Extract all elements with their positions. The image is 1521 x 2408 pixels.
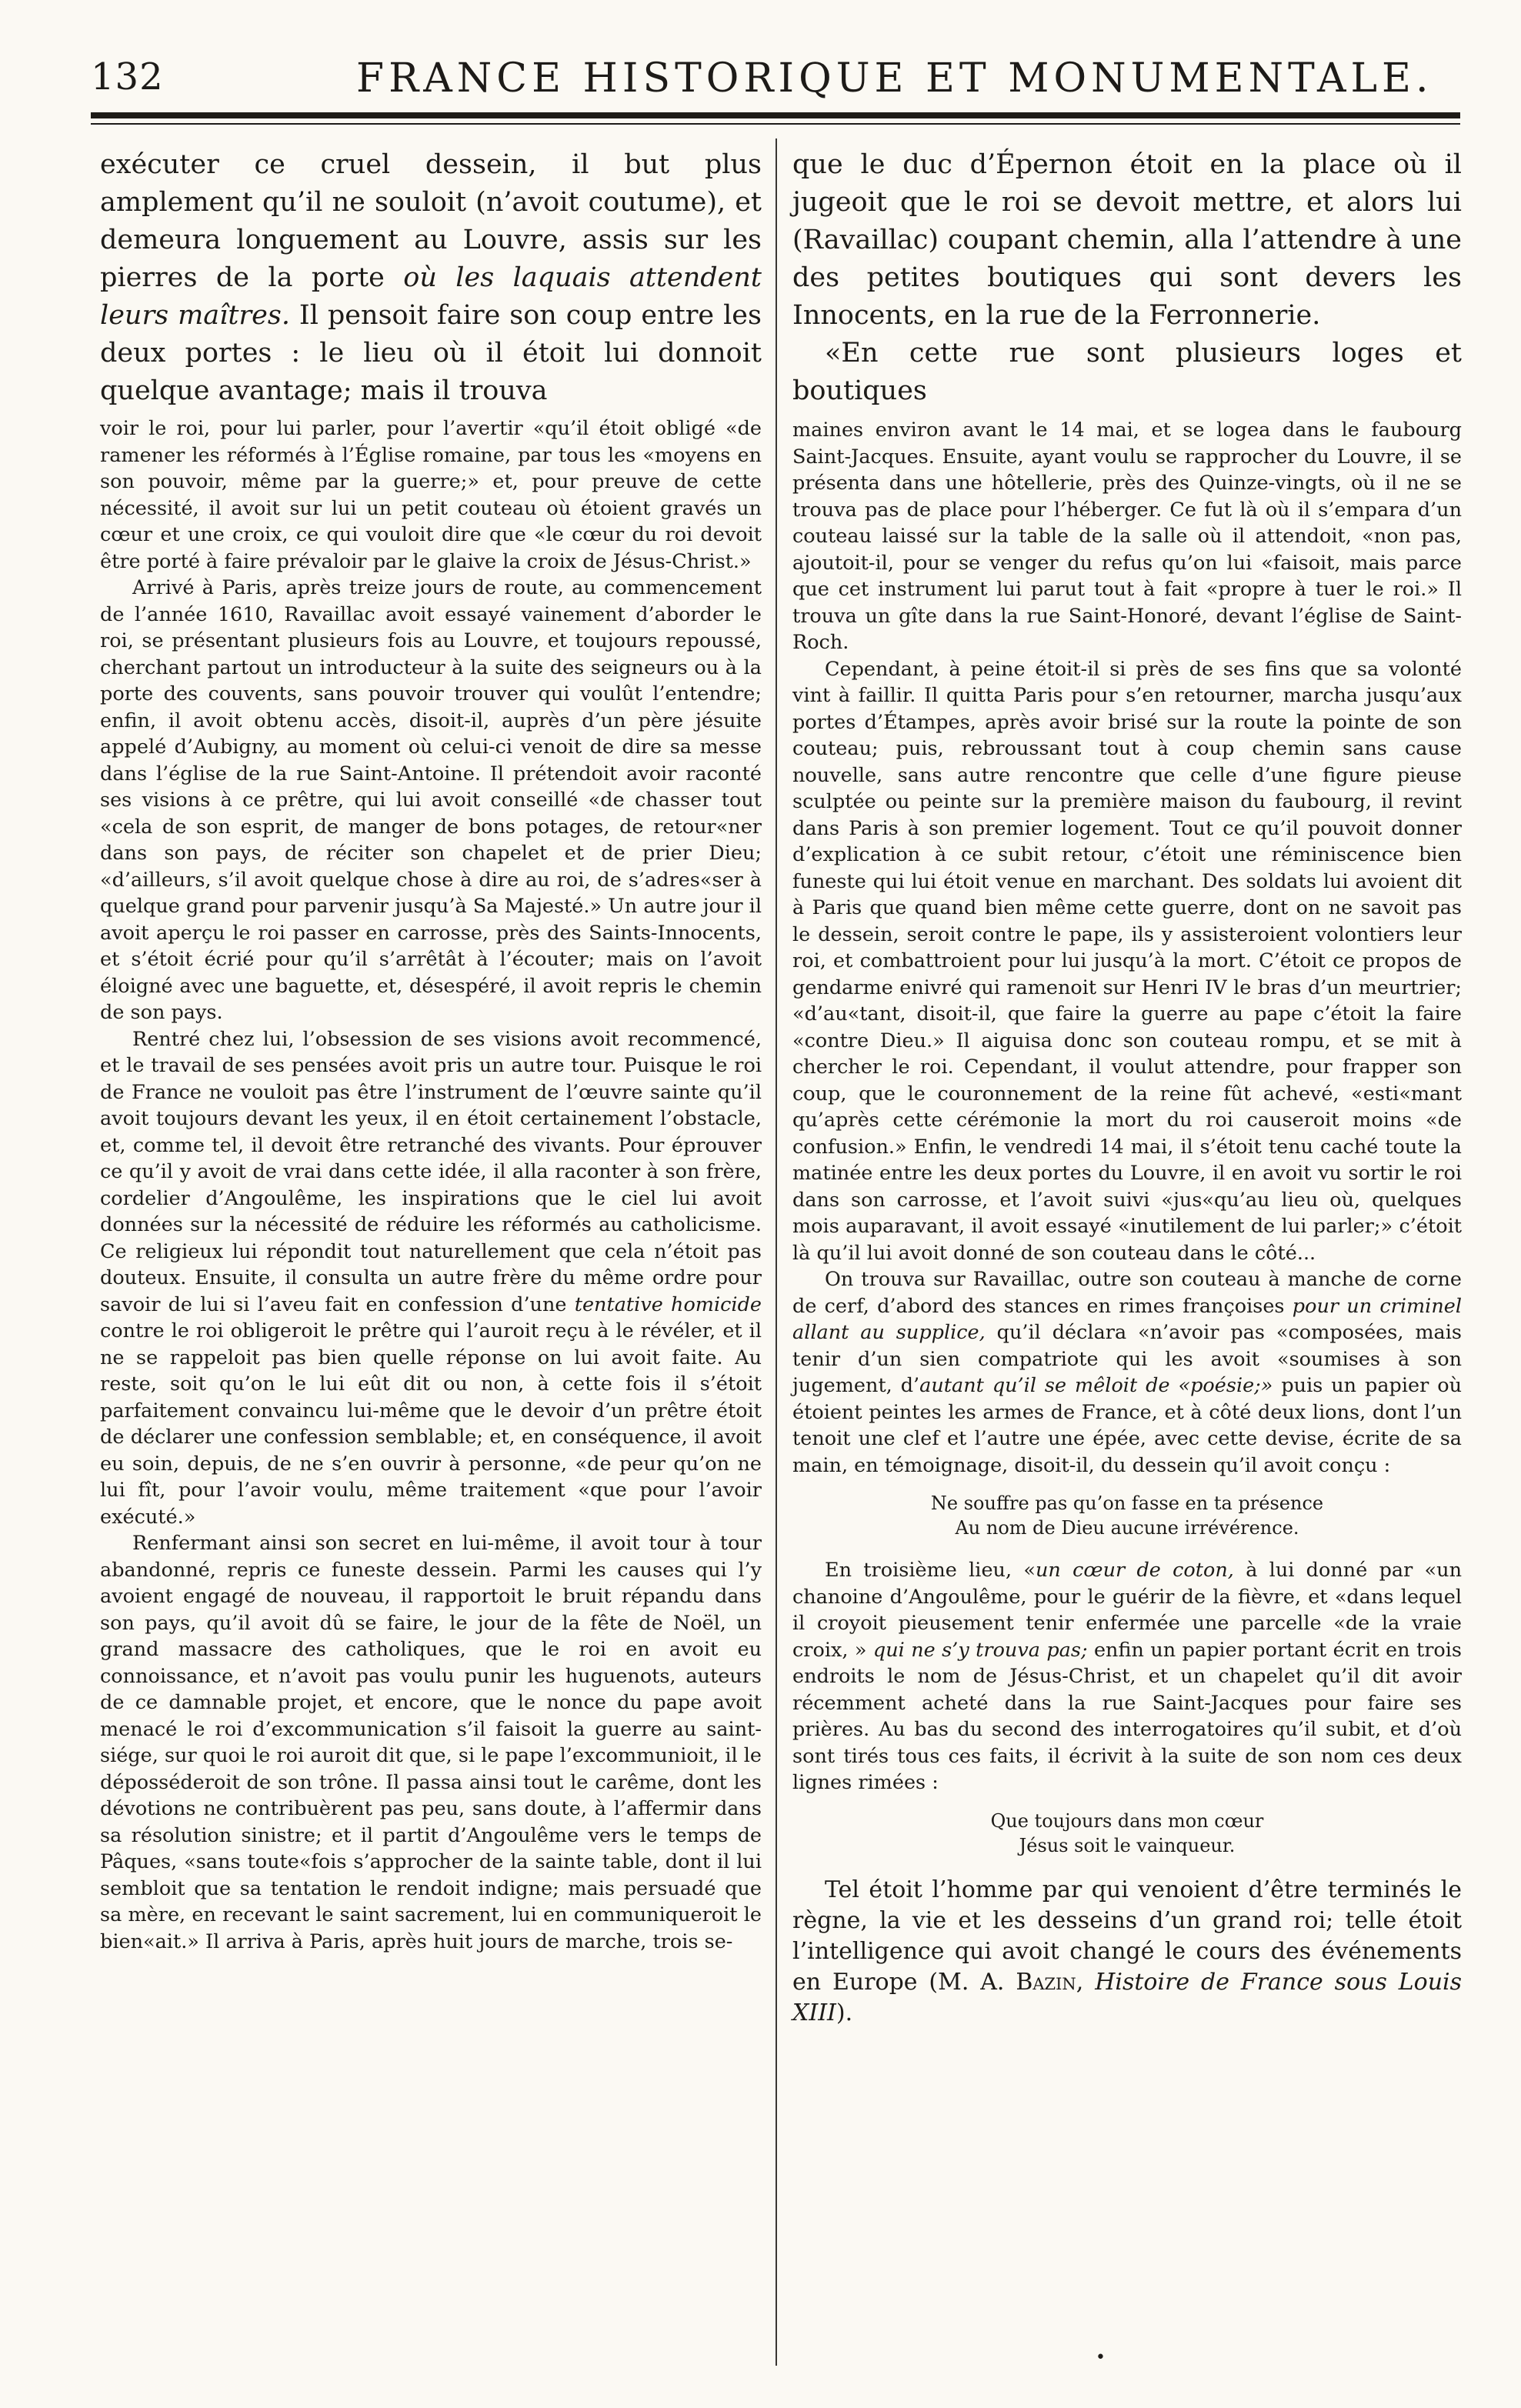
right-paragraph-4-text-c: à lui donné par «un chanoine d’Angoulême, pour le guérir de la fièvre, et «dans lequel il croyoit pieusement tenir enfermée une parcelle «de la vraie croix, » xyxy=(792,1559,1463,1662)
header-rule-thick xyxy=(91,112,1460,118)
verse-1 xyxy=(792,1491,1462,1540)
left-paragraph-2: Arrivé à Paris, après treize jours de route, au commencement de l’année 1610, Ravaillac avoit essayé vainement d’aborder le roi, se présentant plusieurs fois au Louvre, et toujours repoussé, cherchant partout un introducteur à la suite des seigneurs ou à la porte des couvents, sans pouvoir trouver qui voulût l’entendre; enfin, il avoit obtenu accès, disoit-il, auprès d’un père jésuite appelé d’Aubigny, au moment où celui-ci venoit de dire sa messe dans l’église de la rue Saint-Antoine. Il prétendoit avoir raconté ses visions à ce prêtre, qui lui avoit conseillé «de chasser tout «cela de son esprit, de manger de bons potages, de retour«ner dans son pays, de réciter son chapelet et de prier Dieu; «d’ailleurs, s’il avoit quelque chose à dire au roi, de s’adres«ser à quelque grand pour parvenir jusqu’à Sa Majesté.» Un autre jour il avoit aperçu le roi passer en carrosse, près des Saints-Innocents, et s’étoit écrié pour qu’il s’arrêtât à l’écouter; mais on l’avoit éloigné avec une baguette, et, désespéré, il avoit repris le chemin de son pays. xyxy=(100,576,762,1024)
left-paragraph-3 xyxy=(100,1026,762,1531)
right-paragraph-3-text-a: On trouva sur Ravaillac, outre son couteau à manche de corne de cerf, d’abord des stances en rimes françoises xyxy=(792,1268,1462,1318)
left-paragraph-3-text-a: Rentré chez lui, l’obsession de ses visions avoit recommencé, et le travail de ses pensées avoit pris un autre tour. Puisque le roi de France ne vouloit pas être l’instrument de l’œuvre sainte qu’il avoit toujours devant les yeux, il en étoit certainement l’obstacle, et, comme tel, il devoit être retranché des vivants. Pour éprouver ce qu’il y avoit de vrai dans cette idée, il alla raconter à son frère, cordelier d’Angoulême, les inspirations que le ciel lui avoit données sur la nécessité de réduire les réformés au catholicisme. Ce religieux lui répondit tout naturellement que cela n’étoit pas douteux. Ensuite, il consulta un autre frère du même ordre pour savoir de lui si l’aveu fait en confession d’une xyxy=(100,1027,762,1316)
lead-left-paragraph xyxy=(100,146,762,410)
right-paragraph-2: Cependant, à peine étoit-il si près de ses fins que sa volonté vint à faillir. Il quitta Paris pour s’en retourner, marcha jusqu’aux portes d’Étampes, après avoir brisé sur la route la pointe de son couteau; puis, rebroussant tout à coup chemin sans cause nouvelle, sans autre rencontre que celle d’une figure pieuse sculptée ou peinte sur la première maison du faubourg, il revint dans Paris à son premier logement. Tout ce qu’il pouvoit donner d’explication à ce subit retour, c’étoit une réminiscence bien funeste qui lui étoit venue en marchant. Des soldats lui avoient dit à Paris que quand bien même cette guerre, dont on ne savoit pas le dessein, seroit contre le pape, ils y assisteroient volontiers leur roi, et combattroient pour lui jusqu’à la mort. C’étoit ce propos de gendarme enivré qui ramenoit sur Henri IV le bras d’un meurtrier; «d’au«tant, disoit-il, que faire la guerre au pape c’étoit la faire «contre Dieu.» Il aiguisa donc son couteau rompu, et se mit à chercher le roi. Cependant, il voulut attendre, pour frapper son coup, que le couronnement de la reine fût achevé, «esti«mant qu’après cette cérémonie la mort du roi causeroit moins «de confusion.» Enfin, le vendredi 14 mai, il s’étoit tenu caché toute la matinée entre les deux portes du Louvre, il en avoit vu sortir le roi dans son carrosse, et l’avoit suivi «jus«qu’au lieu où, quelques mois auparavant, il avoit essayé «inutilement de lui parler;» c’étoit là qu’il lui avoit donné de son couteau dans le côté... xyxy=(792,657,1462,1265)
verse-1-line-2: Au nom de Dieu aucune irrévérence. xyxy=(955,1517,1299,1539)
page-header xyxy=(91,49,1460,111)
column-divider xyxy=(776,138,777,2366)
verse-1-line-1: Ne souffre pas qu’on fasse en ta présence xyxy=(930,1492,1324,1514)
right-paragraph-3-text-e: puis un papier où étoient peintes les armes de France, et à côté deux lions, dont l’un tenoit une clef et l’autre une épée, avec cette devise, écrite de sa main, en témoignage, disoit-il, du dessein qu’il avoit conçu : xyxy=(792,1374,1463,1477)
right-paragraph-4-text-e: enfin un papier portant écrit en trois endroits le nom de Jésus-Christ, et un chapelet qu’il dit avoir récemment acheté dans la rue Saint-Jacques pour faire ses prières. Au bas du second des interrogatoires qu’il subit, et d’où sont tirés tous ces faits, il écrivit à la suite de son nom ces deux lignes rimées : xyxy=(792,1638,1462,1794)
right-paragraph-1: maines environ avant le 14 mai, et se logea dans le faubourg Saint-Jacques. Ensuite, ayant voulu se rapprocher du Louvre, il se présenta dans une hôtellerie, près des Quinze-vingts, où il ne se trouva pas de place pour l’héberger. Ce fut là où il s’empara d’un couteau laissé sur la table de la salle où il attendoit, «non pas, ajoutoit-il, pour se venger du refus qu’on lui «faisoit, mais parce que cet instrument lui parut tout à fait «propre à tuer le roi.» Il trouva un gîte dans la rue Saint-Honoré, devant l’église de Saint-Roch. xyxy=(792,419,1462,654)
header-rule-thin xyxy=(91,123,1460,125)
verse-2 xyxy=(792,1809,1462,1858)
left-paragraph-4: Renfermant ainsi son secret en lui-même, il avoit tour à tour abandonné, repris ce funeste dessein. Parmi les causes qui l’y avoient engagé de nouveau, il rapportoit le bruit répandu dans son pays, qu’il avoit dû se faire, le jour de la fête de Noël, un grand massacre des catholiques, que le roi en avoit eu connoissance, et n’avoit pas voulu punir les huguenots, auteurs de ce damnable projet, et encore, que le nonce du pape avoit menacé le roi d’excommunication s’il faisoit la guerre au saint-siége, sur quoi le roi auroit dit que, si le pape l’excommunioit, il le déposséderoit de son trône. Il passa ainsi tout le carême, dont les dévotions ne contribuèrent pas peu, sans doute, à l’affermir dans sa résolution sinistre; et il partit d’Angoulême vers le temps de Pâques, «sans toute«fois s’approcher de la sainte table, dont il lui sembloit que sa tentation le rendoit indigne; mais persuadé que sa mère, en recevant le saint sacrement, lui en communiqueroit le bien«ait.» Il arriva à Paris, après huit jours de marche, trois se- xyxy=(100,1532,762,1953)
conclusion xyxy=(792,1875,1462,2029)
conclusion-paragraph xyxy=(792,1875,1462,2029)
running-title: FRANCE HISTORIQUE ET MONUMENTALE. xyxy=(356,55,1433,102)
conclusion-text-c: , xyxy=(1076,1968,1096,1996)
right-paragraph-3-text-c: qu’il déclara «n’avoir pas «composées, mais tenir d’un sien compatriote qui les avoit «soumises à son jugement, d’ xyxy=(792,1321,1462,1397)
left-paragraph-1: voir le roi, pour lui parler, pour l’avertir «qu’il étoit obligé «de ramener les réformés à l’Église romaine, par tous les «moyens en son pouvoir, même par la guerre;» et, pour preuve de cette nécessité, il avoit sur lui un petit couteau où étoient gravés un cœur et une croix, ce qui vouloit dire que «le cœur du roi devoit être porté à faire prévaloir par le glaive la croix de Jésus-Christ.» xyxy=(100,417,762,573)
right-paragraph-3-italic-b: pour un criminel allant au supplice, xyxy=(792,1294,1463,1344)
conclusion-author: Bazin xyxy=(1016,1968,1076,1996)
verse-2-line-1: Que toujours dans mon cœur xyxy=(990,1809,1264,1832)
right-paragraph-4-italic-d: qui ne s’y trouva pas; xyxy=(872,1638,1088,1662)
left-paragraph-3-text-c: contre le roi obligeroit le prêtre qui l’auroit reçu à le révéler, et il ne se rappeloit pas bien quelle réponse on lui avoit faite. Au reste, soit qu’on le lui eût dit ou non, à cette fois il s’étoit parfaitement convaincu lui-même que le devoir d’un prêtre étoit de déclarer une confession semblable; et, en conséquence, il avoit eu soin, depuis, de ne s’en ouvrir à personne, «de peur qu’on ne lui fît, pour l’avoir voulu, même traitement «que pour l’avoir exécuté.» xyxy=(100,1319,762,1529)
left-column xyxy=(100,415,762,1955)
right-paragraph-3-italic-d: autant qu’il se mêloit de «poésie;» xyxy=(919,1374,1273,1397)
lead-right-paragraph: que le duc d’Épernon étoit en la place où il jugeoit que le roi se devoit mettre, et alors lui (Ravaillac) coupant chemin, alla l’attendre à une des petites boutiques qui sont devers les Innocents, en la rue de la Ferronnerie. xyxy=(792,149,1462,331)
right-paragraph-3 xyxy=(792,1266,1462,1479)
lead-right-paragraph-2: «En cette rue sont plusieurs loges et boutiques xyxy=(792,338,1462,406)
right-column xyxy=(792,417,1462,2029)
lead-left-text-c: Il pensoit faire son coup entre les deux portes : le lieu où il étoit lui donnoit quelque avantage; mais il trouva xyxy=(100,300,762,406)
right-paragraph-4-text-a: En troisième lieu, « xyxy=(825,1559,1036,1582)
conclusion-text-e: ). xyxy=(836,1999,853,2026)
left-paragraph-3-italic: tentative homicide xyxy=(574,1292,762,1316)
conclusion-book-title: Histoire de France sous Louis XIII xyxy=(792,1968,1463,2026)
lead-left xyxy=(100,146,762,410)
lead-right xyxy=(792,146,1462,410)
footer-mark: • xyxy=(1096,2348,1106,2367)
right-paragraph-4-italic-b: un cœur de coton, xyxy=(1035,1559,1234,1582)
verse-2-line-2: Jésus soit le vainqueur. xyxy=(1019,1834,1236,1856)
conclusion-text-a: Tel étoit l’homme par qui venoient d’être terminés le règne, la vie et les desseins d’un grand roi; telle étoit l’intelligence qui avoit changé le cours des événements en Europe (M. A. xyxy=(792,1876,1462,1996)
right-paragraph-4 xyxy=(792,1557,1462,1796)
page-number: 132 xyxy=(91,55,164,98)
lead-left-italic: où les laquais attendent leurs maîtres. xyxy=(100,262,762,331)
lead-left-text-a: exécuter ce cruel dessein, il but plus amplement qu’il ne souloit (n’avoit coutume), et demeura longuement au Louvre, assis sur les pierres de la porte xyxy=(100,149,762,293)
